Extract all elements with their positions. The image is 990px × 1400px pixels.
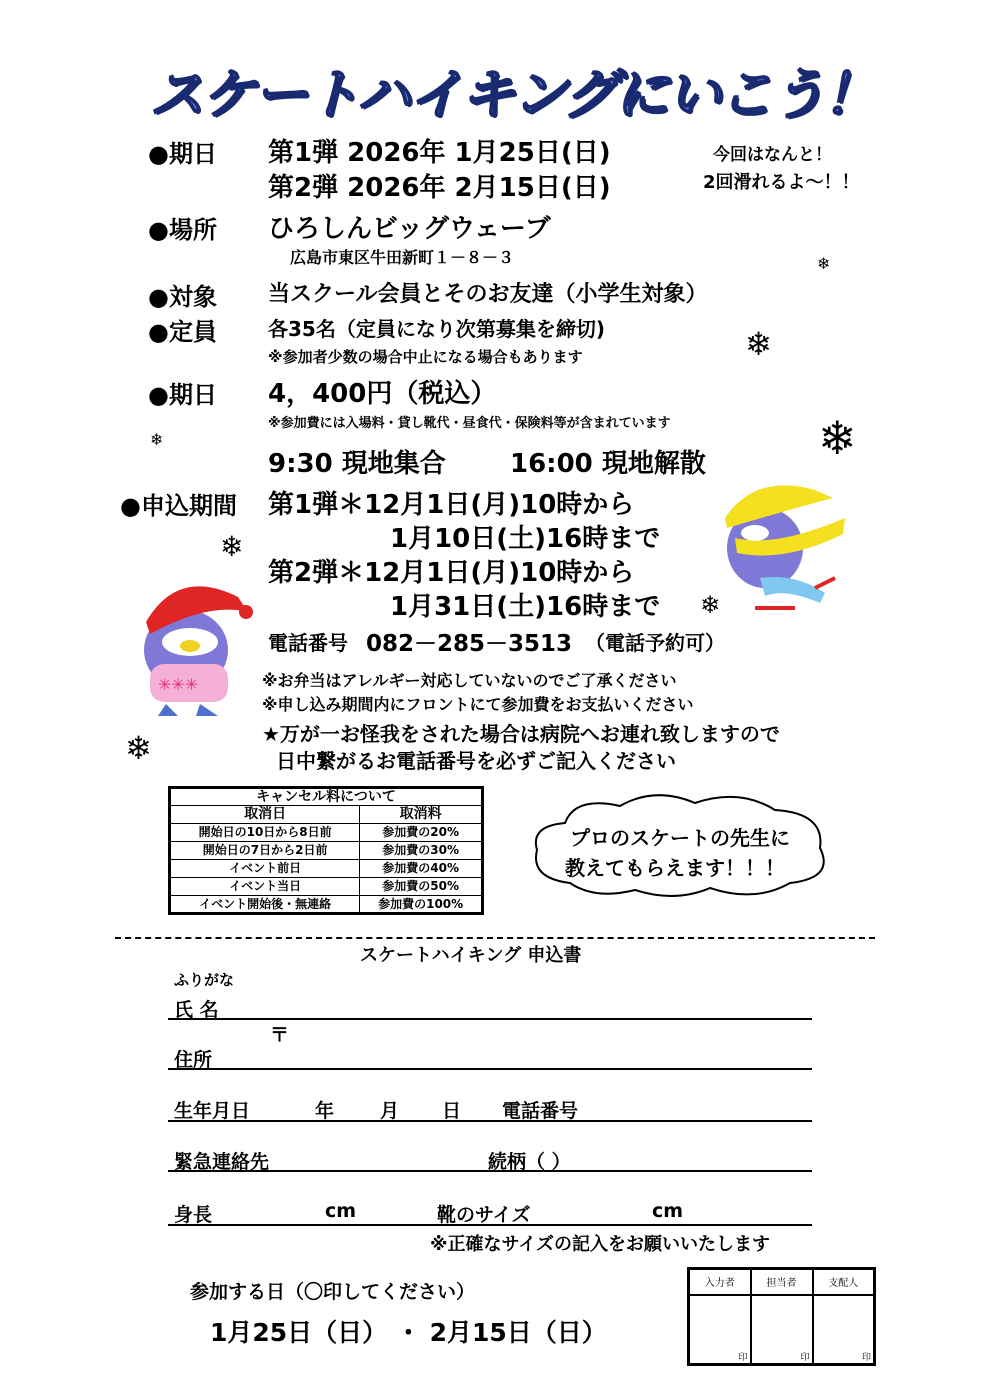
cancel-date: イベント前日 [170, 860, 360, 878]
application-3: 第2弾＊12月1日(月)10時から [268, 558, 635, 588]
height-label: 身長 [174, 1204, 213, 1226]
emergency-field[interactable] [168, 1170, 812, 1172]
cancel-table-title: キャンセル料について [170, 788, 483, 806]
fee-label: ●期日 [148, 381, 217, 409]
seal-box: 印 [689, 1295, 751, 1365]
snowflake-icon: ❄ [125, 729, 152, 767]
table-row [170, 878, 483, 896]
cancel-date: イベント当日 [170, 878, 360, 896]
application-1: 第1弾＊12月1日(月)10時から [268, 490, 635, 520]
cancel-fee: 参加費の50% [360, 878, 483, 896]
cancel-fee: 参加費の30% [360, 842, 483, 860]
snowflake-icon: ❄ [150, 430, 164, 449]
snowflake-icon: ❄ [745, 325, 772, 363]
cancel-fee: 参加費の20% [360, 824, 483, 842]
snowflake-icon: ❄ [817, 254, 831, 273]
note-3: ★万が一お怪我をされた場合は病院へお連れ致しますので [262, 722, 780, 746]
fee-value: 4，400円（税込） [268, 379, 497, 409]
phone-number: 082－285－3513 [366, 631, 573, 657]
place-address: 広島市東区牛田新町１－８－３ [290, 248, 515, 267]
fee-note: ※参加費には入場料・貸し靴代・昼食代・保険料等が含まれています [268, 416, 671, 431]
year-label: 年 [315, 1100, 335, 1122]
attend-label: 参加する日（〇印してください） [190, 1281, 476, 1303]
cancel-fee-table [168, 786, 484, 915]
shoe-label: 靴のサイズ [437, 1204, 531, 1226]
cancel-fee: 参加費の100% [360, 896, 483, 914]
seal-box: 印 [813, 1295, 875, 1365]
cancel-date: 開始日の10日から8日前 [170, 824, 360, 842]
place-name: ひろしんビッグウェーブ [268, 214, 551, 244]
capacity-value: 各35名（定員になり次第募集を締切) [268, 317, 605, 341]
penguin-red-hat-illustration [128, 572, 253, 722]
note-2: ※申し込み期間内にフロントにて参加費をお支払いください [262, 695, 694, 714]
staff-header: 支配人 [813, 1269, 875, 1295]
snowflake-icon: ❄ [700, 591, 721, 619]
aside-2: 2回滑れるよ〜！！ [703, 172, 860, 193]
cloud-line-2: 教えてもらえます！！！ [565, 856, 785, 880]
relation-label: 続柄（ ） [488, 1151, 571, 1173]
capacity-label: ●定員 [148, 318, 217, 346]
note-1: ※お弁当はアレルギー対応していないのでご了承ください [262, 671, 677, 690]
dismiss-time: 16:00 現地解散 [510, 449, 706, 479]
cut-line [115, 937, 875, 939]
size-note: ※正確なサイズの記入をお願いいたします [430, 1234, 771, 1255]
birth-tel-field[interactable] [168, 1120, 812, 1122]
snowflake-icon: ❄ [220, 530, 244, 563]
seal-box: 印 [751, 1295, 813, 1365]
capacity-note: ※参加者少数の場合中止になる場合もあります [268, 348, 583, 366]
phone-note: （電話予約可） [585, 631, 725, 655]
schedule-first: 第1弾 2026年 1月25日(日) [268, 138, 611, 168]
application-label: ●申込期間 [120, 492, 237, 520]
schedule-label: ●期日 [148, 140, 217, 168]
table-row [170, 860, 483, 878]
cancel-date: 開始日の7日から2日前 [170, 842, 360, 860]
phone-label: 電話番号 [268, 631, 348, 655]
snowflake-icon: ❄ [818, 411, 857, 465]
cancel-header-date: 取消日 [170, 806, 360, 824]
meet-time: 9:30 現地集合 [268, 449, 446, 479]
name-label: 氏 名 [174, 999, 219, 1021]
emergency-label: 緊急連絡先 [174, 1151, 270, 1173]
table-row [170, 896, 483, 914]
place-label: ●場所 [148, 216, 217, 244]
cancel-header-fee: 取消料 [360, 806, 483, 824]
furigana-label: ふりがな [174, 971, 235, 989]
height-unit: cm [325, 1200, 357, 1222]
shoe-unit: cm [652, 1200, 684, 1222]
cancel-fee: 参加費の40% [360, 860, 483, 878]
postal-mark: 〒 [270, 1024, 290, 1046]
penguin-yellow-hat-illustration [715, 478, 863, 628]
note-4: 日中繋がるお電話番号を必ずご記入ください [276, 749, 676, 773]
table-row [170, 824, 483, 842]
staff-seal-table [687, 1267, 876, 1366]
attend-dates[interactable]: 1月25日（日） ・ 2月15日（日） [210, 1318, 607, 1347]
name-field[interactable] [168, 1018, 812, 1020]
tel-label: 電話番号 [502, 1100, 579, 1122]
form-title: スケートハイキング 申込書 [360, 945, 582, 966]
target-value: 当スクール会員とそのお友達（小学生対象） [268, 282, 708, 307]
address-field[interactable] [168, 1068, 812, 1070]
application-2: 1月10日(土)16時まで [390, 524, 661, 554]
schedule-second: 第2弾 2026年 2月15日(日) [268, 173, 611, 203]
address-label: 住所 [174, 1049, 213, 1071]
birth-label: 生年月日 [174, 1100, 251, 1122]
cloud-line-1: プロのスケートの先生に [570, 826, 790, 850]
staff-header: 入力者 [689, 1269, 751, 1295]
size-field[interactable] [168, 1224, 812, 1226]
staff-header: 担当者 [751, 1269, 813, 1295]
table-row [170, 842, 483, 860]
aside-1: 今回はなんと！ [713, 145, 832, 165]
day-label: 日 [442, 1100, 462, 1122]
speech-cloud [525, 788, 835, 900]
cancel-date: イベント開始後・無連絡 [170, 896, 360, 914]
svg-text:✳✳✳: ✳✳✳ [158, 675, 199, 694]
target-label: ●対象 [148, 283, 217, 311]
month-label: 月 [380, 1100, 400, 1122]
application-4: 1月31日(土)16時まで [390, 592, 661, 622]
flyer-title: スケートハイキングにいこう！ [150, 63, 876, 126]
